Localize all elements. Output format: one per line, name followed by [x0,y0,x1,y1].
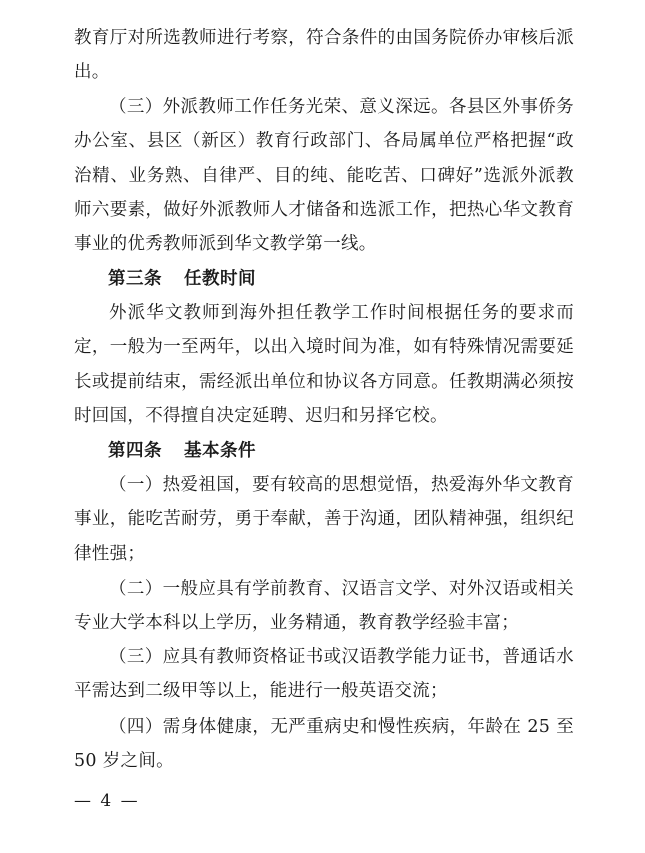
article-3-number: 第三条 [108,269,162,289]
article-4-number: 第四条 [108,441,162,461]
article-3-heading [108,262,256,296]
paragraph-3: 外派华文教师到海外担任教学工作时间根据任务的要求而定，一般为一至两年，以出入境时间为准，如有特殊情况需要延长或提前结束，需经派出单位和协议各方同意。任教期满必须按时回国，不得擅自决定延聘、迟归和另择它校。 [74,303,574,426]
article-4-title: 基本条件 [184,441,256,461]
paragraph-7: （四）需身体健康，无严重病史和慢性疾病，年龄在 25 至 50 岁之间。 [74,717,574,772]
paragraph-1: 教育厅对所选教师进行考察，符合条件的由国务院侨办审核后派出。 [74,28,574,83]
article-4-heading [108,434,256,468]
page-number: — 4 — [74,791,140,811]
article-3-title: 任教时间 [184,269,256,289]
paragraph-6: （三）应具有教师资格证书或汉语教学能力证书，普通话水平需达到二级甲等以上，能进行一般英语交流； [74,647,574,702]
paragraph-4: （一）热爱祖国，要有较高的思想觉悟，热爱海外华文教育事业，能吃苦耐劳，勇于奉献，善于沟通，团队精神强，组织纪律性强； [74,475,574,564]
paragraph-5: （二）一般应具有学前教育、汉语言文学、对外汉语或相关专业大学本科以上学历，业务精通，教育教学经验丰富； [74,579,574,634]
paragraph-2: （三）外派教师工作任务光荣、意义深远。各县区外事侨务办公室、县区（新区）教育行政部门、各局属单位严格把握“政治精、业务熟、自律严、目的纯、能吃苦、口碑好”选派外派教师六要素，做好外派教师人才储备和选派工作，把热心华文教育事业的优秀教师派到华文教学第一线。 [74,97,574,255]
